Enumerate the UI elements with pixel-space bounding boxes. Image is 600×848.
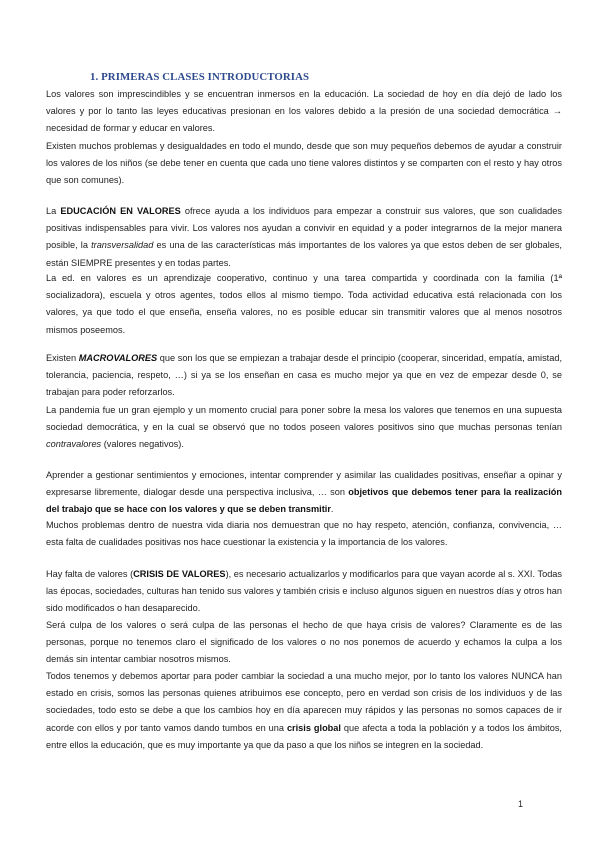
paragraph-2 [46, 138, 562, 190]
paragraph-10-text: Será culpa de los valores o será culpa de las personas el hecho de que haya crisis de valores? Claramente es de las personas, porque no tenemos claro el significado de los valores o no nos ponemos de acuerdo y echamos la culpa a los demás sin intentar cambiar nosotros mismos. [46, 620, 562, 665]
paragraph-5-bold-italic-term: MACROVALORES [78, 353, 158, 363]
paragraph-8-text: Muchos problemas dentro de nuestra vida diaria nos demuestran que no hay respeto, atención, confianza, convivencia, … esta falta de cualidades positivas nos hace cuestionar la existencia y la importancia de los valores. [46, 520, 562, 548]
paragraph-6 [46, 402, 562, 454]
paragraph-3-text-a: La [46, 206, 61, 216]
paragraph-4 [46, 270, 562, 339]
section-heading: 1. PRIMERAS CLASES INTRODUCTORIAS [90, 71, 310, 83]
paragraph-11-text-c: que afecta a toda la población y a todos los ámbitos, entre ellos la educación, que es muy importante ya que da paso a que los niños se integren en la sociedad. [46, 722, 562, 750]
paragraph-8 [46, 517, 562, 551]
paragraph-9-text-c: ), es necesario actualizarlos y modificarlos para que vayan acorde al s. XXI. Todas las épocas, sociedades, culturas han tenido sus valores y también crisis e incluso algunos siguen en nuestros días y otros han sido modificados o han desaparecido. [46, 569, 563, 614]
paragraph-3-bold-term: EDUCACIÓN EN VALORES [60, 206, 181, 216]
paragraph-5-text-c: que son los que se empiezan a trabajar desde el principio (cooperar, sinceridad, empatía, amistad, tolerancia, paciencia, respeto, …) si ya se los enseñan en casa es mucho mejor ya que en vez de empezar desde 0, se trabajan para poder reforzarlos. [46, 353, 562, 398]
paragraph-3 [46, 203, 562, 272]
paragraph-6-text-a: La pandemia fue un gran ejemplo y un momento crucial para poner sobre la mesa los valores que tenemos en una supuesta sociedad democrática, y en la cual se observó que no todos poseen valores positivos sino que muchas personas tenían [46, 405, 562, 433]
paragraph-7-text-c: . [330, 504, 334, 515]
paragraph-7-bold-phrase: objetivos que debemos tener para la realización del trabajo que se hace con los valores y que se deben transmitir [46, 487, 562, 515]
paragraph-9-text-a: Hay falta de valores ( [46, 569, 134, 579]
paragraph-1-text: Los valores son imprescindibles y se encuentran inmersos en la educación. La sociedad de hoy en día dejó de lado los valores y por lo tanto las leyes educativas presionan en los valores debido a la presión de una sociedad democrática → necesidad de formar y educar en valores. [46, 89, 562, 134]
paragraph-2-text: Existen muchos problemas y desigualdades en todo el mundo, desde que son muy pequeños debemos de ayudar a construir los valores de los niños (se debe tener en cuenta que cada uno tiene valores distintos y se comparten con el resto y hay otros que son comunes). [46, 141, 562, 186]
paragraph-3-text-e: es una de las características más importantes de los valores ya que estos deben de ser globales, están SIEMPRE presentes y en todas partes. [46, 240, 562, 268]
paragraph-6-italic-term: contravalores [46, 439, 102, 450]
paragraph-9-bold-term: CRISIS DE VALORES [133, 569, 226, 579]
paragraph-9 [46, 566, 562, 618]
paragraph-6-text-c: (valores negativos). [101, 439, 184, 450]
paragraph-11-bold-term: crisis global [286, 722, 341, 733]
page-number: 1 [518, 799, 524, 809]
paragraph-7-text-a: Aprender a gestionar sentimientos y emociones, intentar comprender y asimilar las cualidades positivas, enseñar a opinar y expresarse libremente, dialogar desde una perspectiva inclusiva, … son [46, 470, 562, 498]
paragraph-1 [46, 86, 562, 138]
paragraph-7 [46, 467, 562, 519]
paragraph-5 [46, 350, 562, 402]
paragraph-11 [46, 668, 562, 754]
paragraph-3-text-c: ofrece ayuda a los individuos para empezar a construir sus valores, que son cualidades positivas indispensables para vivir. Los valores nos ayudan a convivir en equidad y a poder integrarnos de la mejor manera posible, la [46, 206, 562, 251]
paragraph-5-text-a: Existen [46, 353, 79, 363]
paragraph-10 [46, 617, 562, 669]
paragraph-3-italic-term: transversalidad [91, 240, 154, 251]
paragraph-4-text: La ed. en valores es un aprendizaje cooperativo, continuo y una tarea compartida y coordinada con la familia (1ª socializadora), escuela y otros agentes, todos ellos al mismo tiempo. Toda actividad educativa está relacionada con los valores, ya que todo el que enseña, enseña valores, no es posible educar sin transmitir valores que al menos nosotros mismos poseemos. [46, 273, 562, 335]
paragraph-11-text-a: Todos tenemos y debemos aportar para poder cambiar la sociedad a una mucho mejor, por lo tanto los valores NUNCA han estado en crisis, somos las personas quienes atribuimos ese concepto, pero en verdad son crisis de los individuos y de las sociedades, todo esto se debe a que los cambios hoy en día aparecen muy rápidos y las personas no somos capaces de ir acorde con ellos y por tanto vamos dando tumbos en una [46, 671, 562, 733]
